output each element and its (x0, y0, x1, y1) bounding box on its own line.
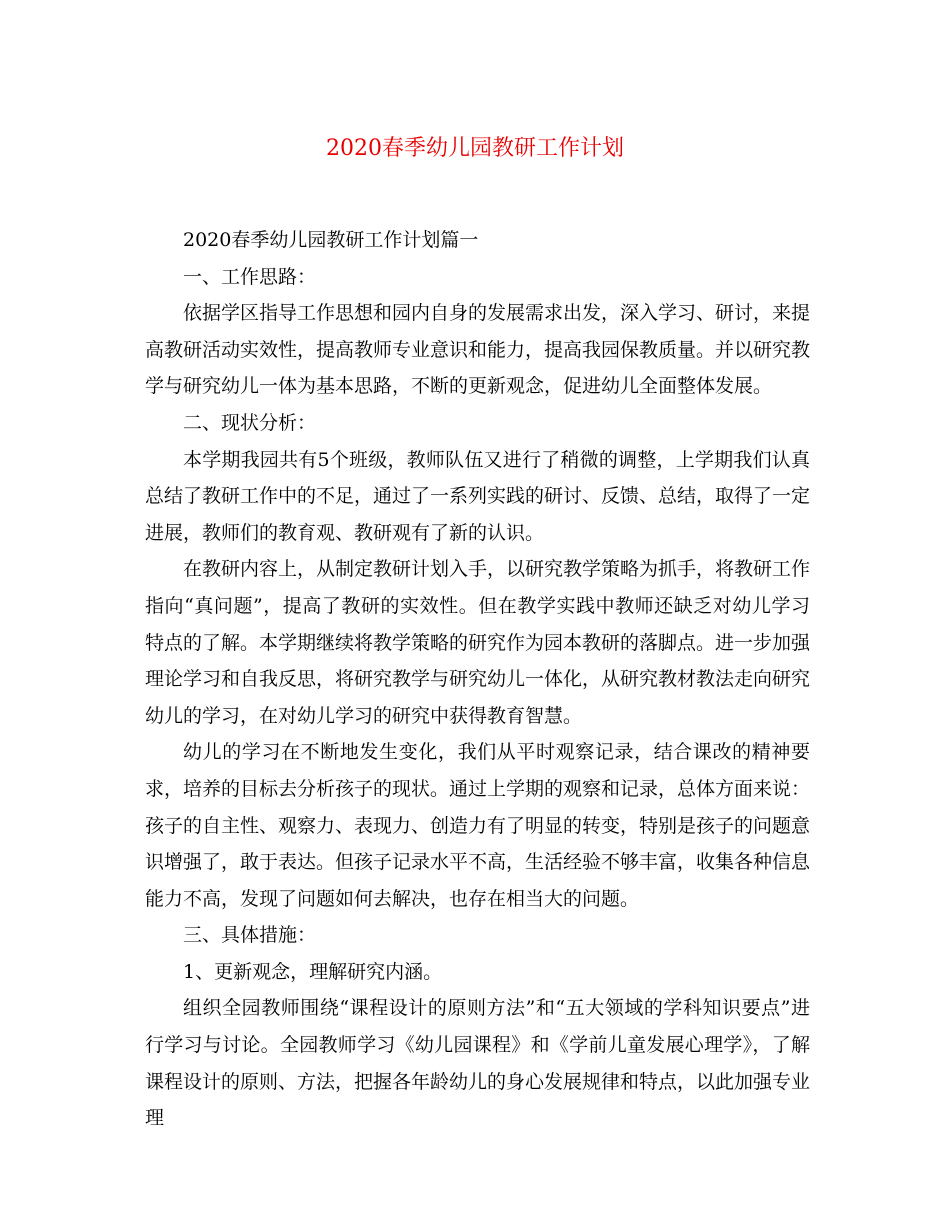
paragraph-status-1: 本学期我园共有5个班级，教师队伍又进行了稍微的调整，上学期我们认真总结了教研工作中的不足，通过了一系列实践的研讨、反馈、总结，取得了一定进展，教师们的教育观、教研观有了新的认识。 (145, 448, 811, 544)
paragraph-measure-1: 组织全园教师围绕“课程设计的原则方法”和“五大领域的学科知识要点”进行学习与讨论。全园教师学习《幼儿园课程》和《学前儿童发展心理学》，了解课程设计的原则、方法，把握各年龄幼儿的身心发展规律和特点，以此加强专业理 (145, 997, 811, 1130)
document-body (145, 222, 810, 1137)
paragraph-subtitle: 2020春季幼儿园教研工作计划篇一 (183, 229, 479, 251)
paragraph-work-ideas: 依据学区指导工作思想和园内自身的发展需求出发，深入学习、研讨，来提高教研活动实效性，提高教师专业意识和能力，提高我园保教质量。并以研究教学与研究幼儿一体为基本思路，不断的更新观念，促进幼儿全面整体发展。 (145, 302, 811, 398)
paragraph-measure-1-heading: 1、更新观念，理解研究内涵。 (183, 960, 443, 983)
paragraph-status-2: 在教研内容上，从制定教研计划入手，以研究教学策略为抓手，将教研工作指向“真问题”，提高了教研的实效性。但在教学实践中教师还缺乏对幼儿学习特点的了解。本学期继续将教学策略的研究作为园本教研的落脚点。进一步加强理论学习和自我反思，将研究教学与研究幼儿一体化，从研究教材教法走向研究幼儿的学习，在对幼儿学习的研究中获得教育智慧。 (145, 558, 811, 727)
paragraph-heading-measures: 三、具体措施： (183, 924, 317, 947)
document-title: 2020春季幼儿园教研工作计划 (326, 136, 624, 161)
paragraph-heading-status: 二、现状分析： (183, 411, 317, 434)
paragraph-status-3: 幼儿的学习在不断地发生变化，我们从平时观察记录，结合课改的精神要求，培养的目标去分析孩子的现状。通过上学期的观察和记录，总体方面来说：孩子的自主性、观察力、表现力、创造力有了明显的转变，特别是孩子的问题意识增强了，敢于表达。但孩子记录水平不高，生活经验不够丰富，收集各种信息能力不高，发现了问题如何去解决，也存在相当大的问题。 (145, 741, 811, 910)
paragraph-heading-work-ideas: 一、工作思路： (183, 265, 317, 288)
